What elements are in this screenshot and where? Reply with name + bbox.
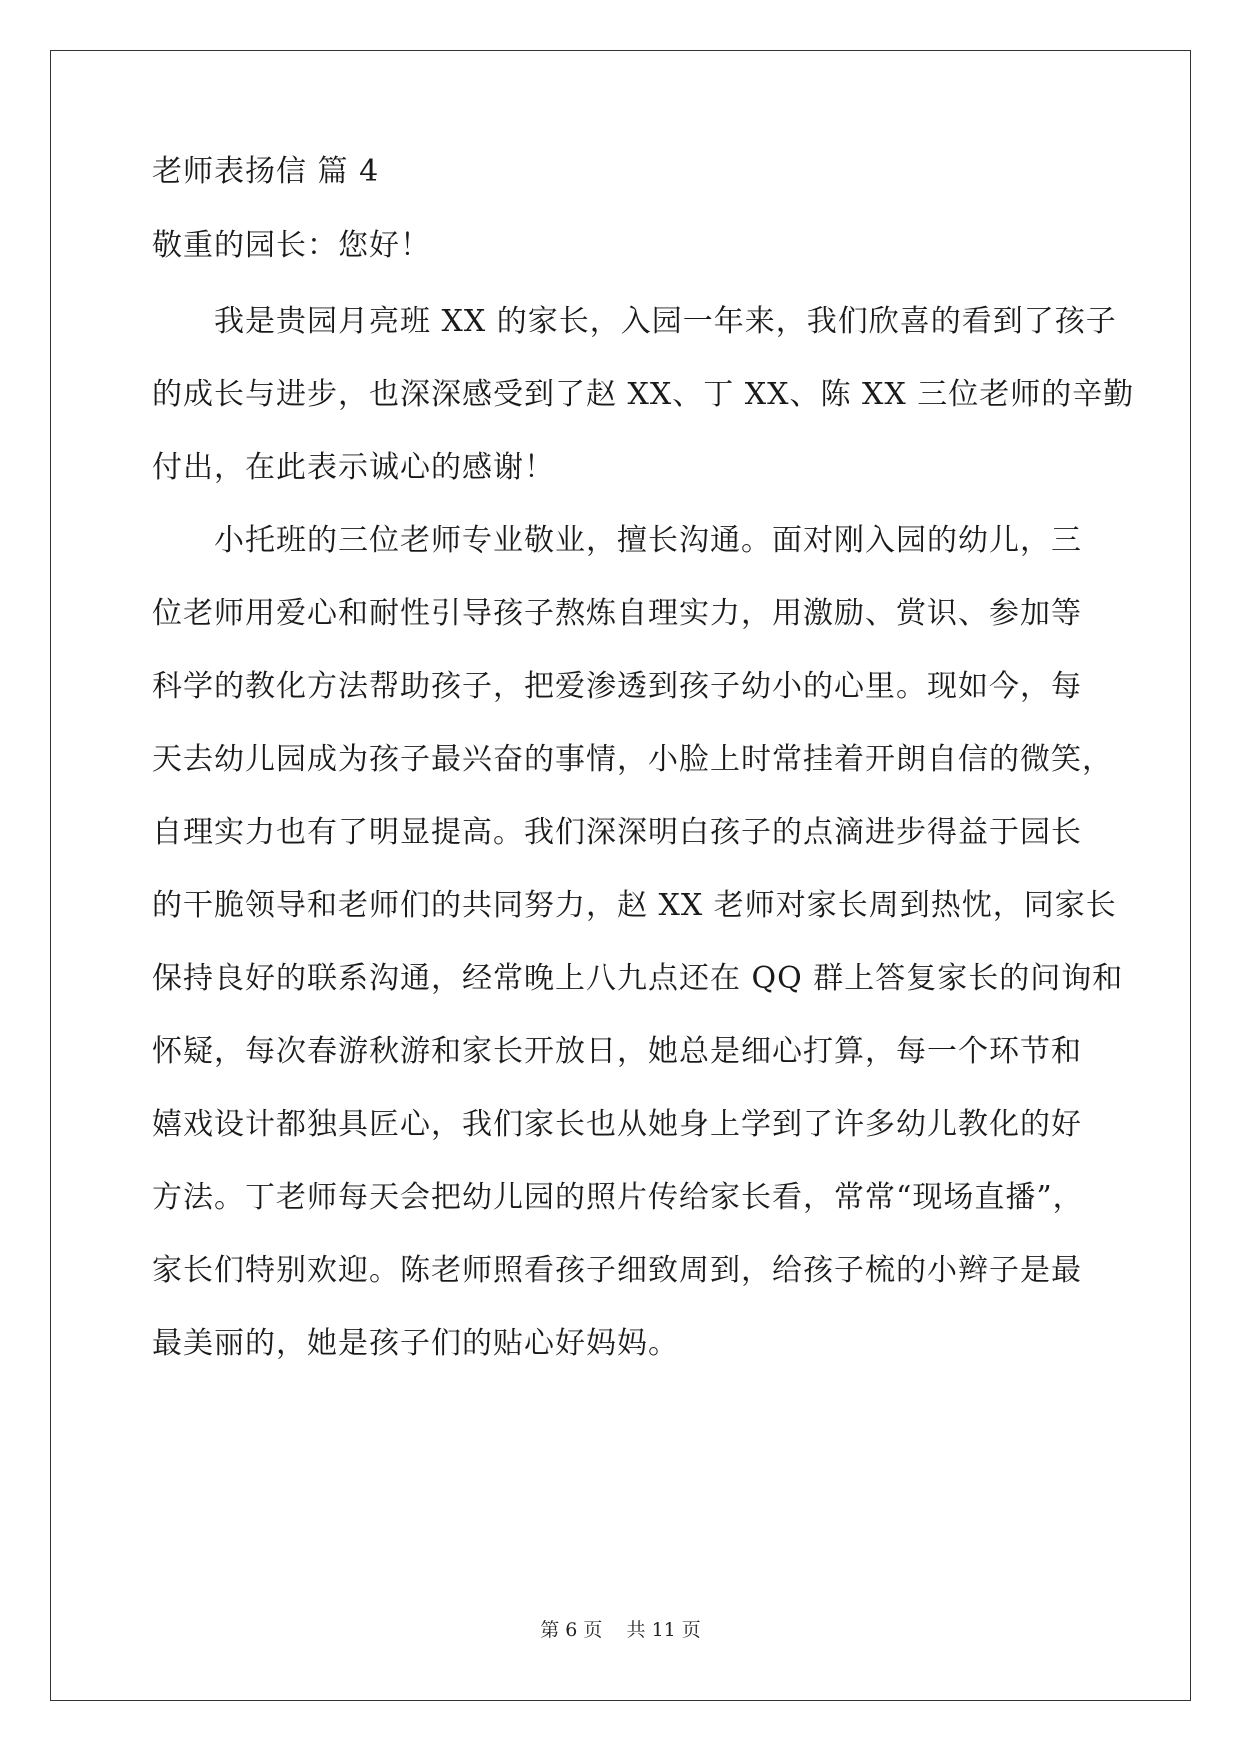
paragraph-2-line-7: 保持良好的联系沟通，经常晚上八九点还在 QQ 群上答复家长的问询和: [152, 961, 1124, 996]
paragraph-2-line-10: 方法。丁老师每天会把幼儿园的照片传给家长看，常常“现场直播”，: [152, 1180, 1084, 1215]
document-title: 老师表扬信 篇 4: [152, 154, 380, 189]
page-total: 共 11 页: [626, 1619, 701, 1641]
paragraph-2-line-9: 嬉戏设计都独具匠心，我们家长也从她身上学到了许多幼儿教化的好: [152, 1107, 1082, 1142]
paragraph-2-line-6: 的干脆领导和老师们的共同努力，赵 XX 老师对家长周到热忱，同家长: [152, 888, 1117, 923]
paragraph-2-line-11: 家长们特别欢迎。陈老师照看孩子细致周到，给孩子梳的小辫子是最: [152, 1253, 1082, 1288]
paragraph-1-line-1: 我是贵园月亮班 XX 的家长，入园一年来，我们欣喜的看到了孩子: [214, 304, 1117, 339]
paragraph-2-line-12: 最美丽的，她是孩子们的贴心好妈妈。: [152, 1326, 679, 1361]
paragraph-1-line-3: 付出，在此表示诚心的感谢！: [152, 450, 555, 485]
salutation: 敬重的园长：您好！: [152, 228, 431, 263]
paragraph-2-line-2: 位老师用爱心和耐性引导孩子熬炼自理实力，用激励、赏识、参加等: [152, 596, 1082, 631]
paragraph-2-line-8: 怀疑，每次春游秋游和家长开放日，她总是细心打算，每一个环节和: [152, 1034, 1082, 1069]
page-number: 第 6 页: [540, 1619, 603, 1641]
paragraph-2-line-3: 科学的教化方法帮助孩子，把爱渗透到孩子幼小的心里。现如今，每: [152, 669, 1082, 704]
paragraph-2-line-5: 自理实力也有了明显提高。我们深深明白孩子的点滴进步得益于园长: [152, 815, 1082, 850]
page-border: [50, 50, 1191, 1701]
paragraph-1-line-2: 的成长与进步，也深深感受到了赵 XX、丁 XX、陈 XX 三位老师的辛勤: [152, 377, 1135, 412]
paragraph-2-line-4: 天去幼儿园成为孩子最兴奋的事情，小脸上时常挂着开朗自信的微笑，: [152, 742, 1113, 777]
paragraph-2-line-1: 小托班的三位老师专业敬业，擅长沟通。面对刚入园的幼儿，三: [214, 523, 1082, 558]
page-footer: [0, 1618, 1241, 1642]
